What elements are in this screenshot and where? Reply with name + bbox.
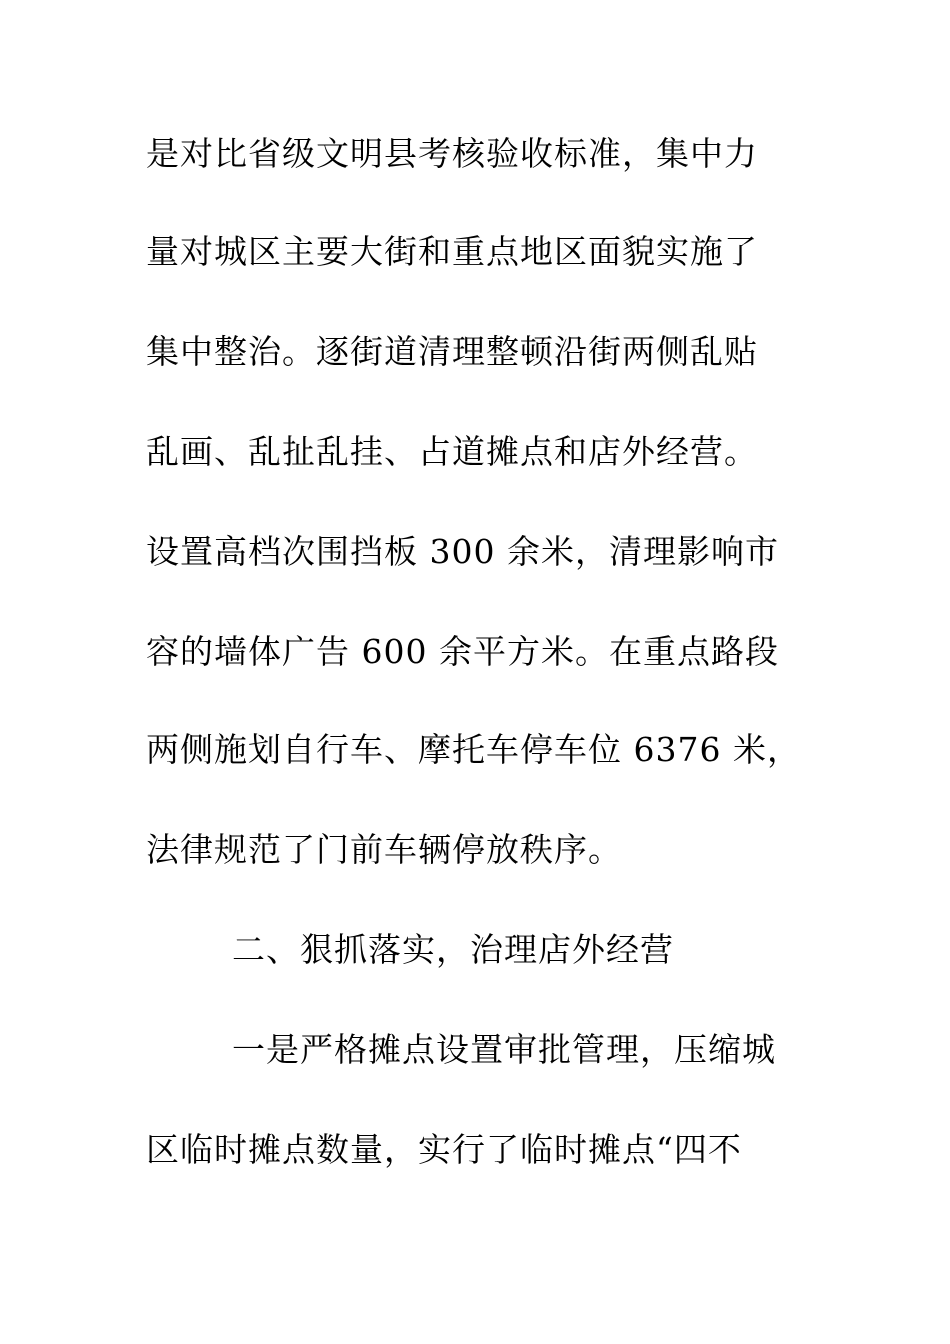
text-line: 一是严格摊点设置审批管理，压缩城 xyxy=(232,1030,776,1069)
text-line: 设置高档次围挡板 300 余米，清理影响市 xyxy=(146,532,779,571)
text-line: 法律规范了门前车辆停放秩序。 xyxy=(146,830,622,869)
text-line: 两侧施划自行车、摩托车停车位 6376 米， xyxy=(146,730,801,769)
text-line: 是对比省级文明县考核验收标准，集中力 xyxy=(146,134,758,173)
section-heading: 二、狠抓落实，治理店外经营 xyxy=(232,930,674,969)
text-line: 区临时摊点数量，实行了临时摊点“四不 xyxy=(146,1130,742,1169)
text-line: 集中整治。逐街道清理整顿沿街两侧乱贴 xyxy=(146,332,758,371)
text-line: 量对城区主要大街和重点地区面貌实施了 xyxy=(146,232,758,271)
text-line: 容的墙体广告 600 余平方米。在重点路段 xyxy=(146,632,779,671)
text-line: 乱画、乱扯乱挂、占道摊点和店外经营。 xyxy=(146,432,758,471)
